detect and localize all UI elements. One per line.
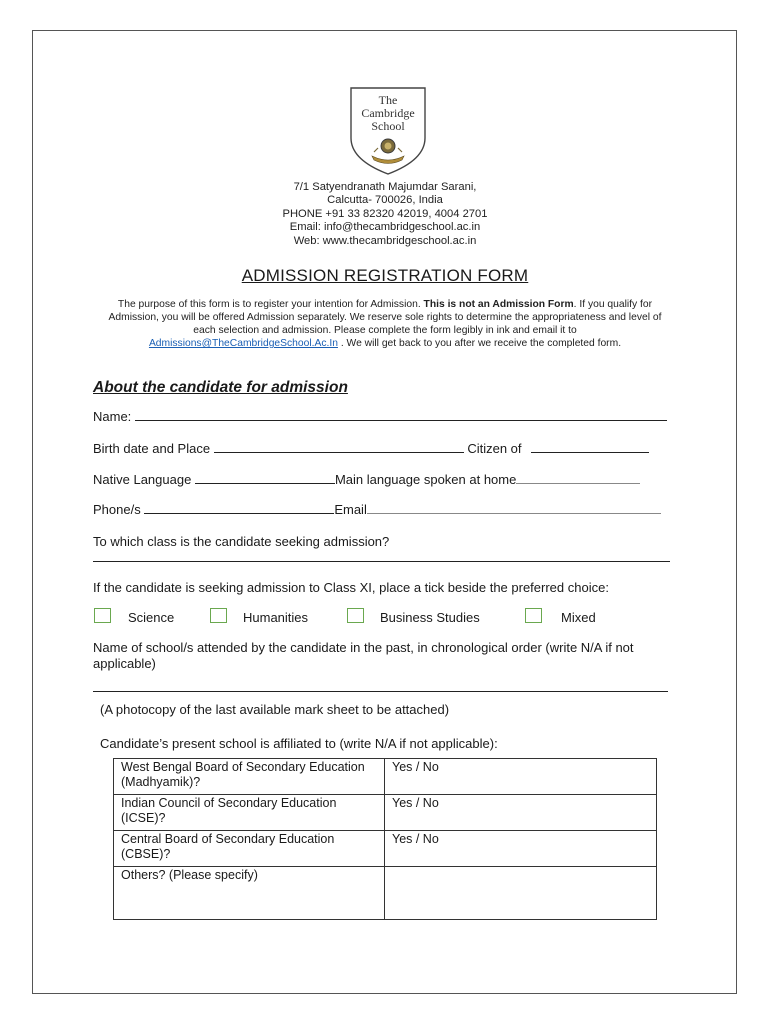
name-field[interactable] bbox=[135, 408, 667, 421]
address-line: Email: info@thecambridgeschool.ac.in bbox=[289, 221, 481, 234]
board-cell: West Bengal Board of Secondary Education (Madhyamik)? bbox=[114, 759, 385, 795]
intro-bold-notice: This is not an Admission Form bbox=[423, 299, 574, 310]
affiliation-question: Candidate’s present school is affiliated to (write N/A if not applicable): bbox=[100, 736, 498, 751]
answer-cell[interactable]: Yes / No bbox=[385, 831, 657, 867]
address-line: Web: www.thecambridgeschool.ac.in bbox=[293, 234, 477, 247]
phone-field[interactable] bbox=[144, 501, 334, 514]
address-line: 7/1 Satyendranath Majumdar Sarani, bbox=[293, 181, 477, 193]
humanities-label: Humanities bbox=[243, 610, 309, 625]
form-title: ADMISSION REGISTRATION FORM bbox=[241, 266, 529, 285]
table-row bbox=[114, 795, 657, 831]
logo-line-2: Cambridge bbox=[361, 106, 415, 120]
email-field[interactable] bbox=[367, 501, 661, 514]
answer-cell[interactable]: Yes / No bbox=[385, 795, 657, 831]
board-cell: Indian Council of Secondary Education (ICSE)? bbox=[114, 795, 385, 831]
citizen-label: Citizen of bbox=[467, 441, 522, 456]
school-address bbox=[0, 181, 770, 248]
science-checkbox[interactable] bbox=[94, 608, 111, 623]
schools-question: Name of school/s attended by the candidate in the past, in chronological order (write N/A if not applicable) bbox=[93, 640, 634, 671]
contact-row bbox=[93, 501, 661, 517]
native-language-field[interactable] bbox=[195, 471, 335, 484]
birth-row bbox=[93, 440, 649, 456]
class-xi-question: If the candidate is seeking admission to Class XI, place a tick beside the preferred choice: bbox=[93, 580, 609, 595]
table-row bbox=[114, 831, 657, 867]
answer-cell[interactable]: Yes / No bbox=[385, 759, 657, 795]
address-line: Calcutta- 700026, India bbox=[327, 194, 443, 207]
main-language-field[interactable] bbox=[516, 471, 640, 484]
intro-text-1: The purpose of this form is to register your intention for Admission. bbox=[117, 299, 424, 310]
citizen-field[interactable] bbox=[531, 440, 649, 453]
language-row bbox=[93, 471, 640, 487]
table-row bbox=[114, 867, 657, 920]
business-studies-label: Business Studies bbox=[380, 610, 480, 625]
email-label: Email bbox=[334, 502, 367, 517]
schools-answer-line[interactable] bbox=[93, 691, 668, 692]
affiliation-table bbox=[113, 758, 657, 920]
logo-line-3: School bbox=[371, 119, 405, 133]
address-line: PHONE +91 33 82320 42019, 4004 2701 bbox=[282, 207, 488, 220]
logo-line-1: The bbox=[378, 93, 398, 107]
class-answer-line[interactable] bbox=[93, 561, 670, 562]
intro-text-2: . If you qualify for Admission, you will be offered Admission separately. We reserve sole rights to determine the appropriateness and level of each selection and admission. Please complete the form legibly in ink and email it to bbox=[108, 299, 662, 336]
intro-text-3: . We will get back to you after we receive the completed form. bbox=[337, 338, 622, 349]
table-row bbox=[114, 759, 657, 795]
birth-label: Birth date and Place bbox=[93, 441, 211, 456]
intro-paragraph bbox=[100, 298, 670, 350]
school-crest-logo bbox=[348, 86, 428, 176]
phone-label: Phone/s bbox=[93, 502, 141, 517]
mixed-label: Mixed bbox=[561, 610, 596, 625]
board-cell: Central Board of Secondary Education (CBSE)? bbox=[114, 831, 385, 867]
humanities-checkbox[interactable] bbox=[210, 608, 227, 623]
science-label: Science bbox=[128, 610, 175, 625]
main-language-label: Main language spoken at home bbox=[334, 472, 517, 487]
name-row bbox=[93, 408, 667, 424]
answer-cell[interactable] bbox=[385, 867, 657, 920]
name-label: Name: bbox=[93, 409, 132, 424]
mixed-checkbox[interactable] bbox=[525, 608, 542, 623]
business-studies-checkbox[interactable] bbox=[347, 608, 364, 623]
admissions-email-link[interactable]: Admissions@TheCambridgeSchool.Ac.In bbox=[148, 338, 338, 349]
photocopy-note: (A photocopy of the last available mark sheet to be attached) bbox=[100, 702, 450, 717]
birth-field[interactable] bbox=[214, 440, 464, 453]
section-title: About the candidate for admission bbox=[93, 379, 348, 396]
board-cell: Others? (Please specify) bbox=[114, 867, 385, 920]
native-language-label: Native Language bbox=[93, 472, 192, 487]
class-question: To which class is the candidate seeking admission? bbox=[93, 534, 390, 549]
